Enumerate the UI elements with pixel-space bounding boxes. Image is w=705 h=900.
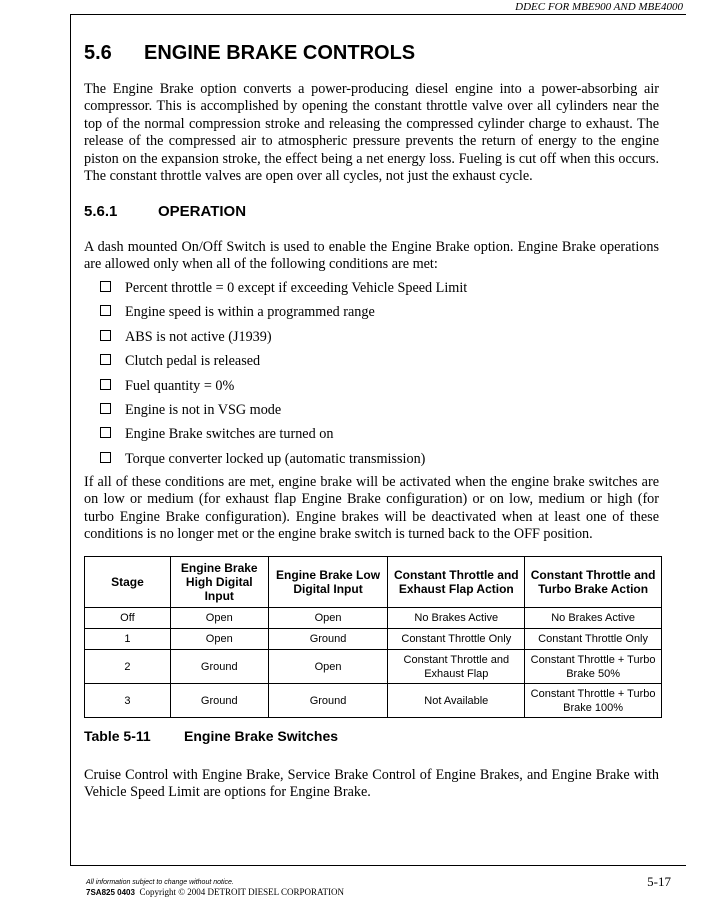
table-cell: Ground [268,629,388,650]
column-header: Constant Throttle and Turbo Brake Action [525,557,662,608]
table-cell: Constant Throttle + Turbo Brake 50% [525,650,662,684]
condition-text: Fuel quantity = 0% [125,377,235,394]
document-code: 7SA825 0403 [86,888,135,897]
condition-text: ABS is not active (J1939) [125,328,272,345]
condition-text: Percent throttle = 0 except if exceeding Vehicle Speed Limit [125,280,468,296]
table-cell: Constant Throttle Only [525,629,662,650]
column-header: Stage [85,557,171,608]
header-rule [70,14,686,15]
table-cell: Ground [170,650,268,684]
intro-paragraph: The Engine Brake option converts a power-producing diesel engine into a power-absorbing air compressor. This is accomplished by opening the constant throttle valve over all cylinders near the top of the normal compression stroke and releasing the compressed cylinder charge to exhaust. The release of the compressed air to atmospheric pressure prevents the return of energy to the engine piston on the expansion stroke, the effect being a net energy loss. Fueling is cut off when this occurs. The constant throttle valves are open over all cycles, not just the exhaust cycle. [84,81,659,185]
table-header-row [85,557,662,608]
column-header: Constant Throttle and Exhaust Flap Action [388,557,525,608]
condition-item [100,353,467,377]
table-cell: Off [85,608,171,629]
condition-item [100,304,467,328]
checkbox-icon [100,305,111,316]
operation-paragraph: A dash mounted On/Off Switch is used to enable the Engine Brake option. Engine Brake operations are allowed only when all of the following conditions are met: [84,239,659,273]
closing-paragraph: Cruise Control with Engine Brake, Service Brake Control of Engine Brakes, and Engine Brake with Vehicle Speed Limit are options for Engine Brake. [84,767,659,801]
condition-item [100,402,467,426]
table-cell: No Brakes Active [388,608,525,629]
table-row [85,629,662,650]
column-header: Engine Brake High Digital Input [170,557,268,608]
subsection-heading [84,203,246,220]
table-row [85,684,662,718]
table-cell: 2 [85,650,171,684]
running-head: DDEC FOR MBE900 AND MBE4000 [515,1,683,13]
table-cell: Open [268,608,388,629]
table-cell: Ground [268,684,388,718]
table-cell: 3 [85,684,171,718]
table-caption-title: Engine Brake Switches [184,728,339,744]
table-caption-number: Table 5-11 [84,728,151,744]
condition-item [100,451,467,475]
condition-text: Engine is not in VSG mode [125,401,282,418]
section-number: 5.6 [84,42,112,64]
checkbox-icon [100,427,111,438]
table-row [85,608,662,629]
conditions-list [100,280,467,475]
table-caption [84,728,338,744]
table-cell: Constant Throttle Only [388,629,525,650]
table-cell: Constant Throttle and Exhaust Flap [388,650,525,684]
column-header: Engine Brake Low Digital Input [268,557,388,608]
table-cell: Open [170,608,268,629]
condition-item [100,329,467,353]
left-margin-rule [70,14,71,866]
section-title: ENGINE BRAKE CONTROLS [144,42,416,64]
table-cell: Ground [170,684,268,718]
condition-item [100,280,467,304]
checkbox-icon [100,452,111,463]
footer-copyright [86,887,344,897]
section-heading [84,42,415,65]
checkbox-icon [100,403,111,414]
subsection-number: 5.6.1 [84,203,118,220]
subsection-title: OPERATION [158,203,247,220]
checkbox-icon [100,330,111,341]
condition-text: Engine speed is within a programmed range [125,304,375,321]
condition-text: Clutch pedal is released [125,353,261,370]
copyright-text: Copyright © 2004 DETROIT DIESEL CORPORATION [139,887,345,897]
table-cell: Open [170,629,268,650]
footer-disclaimer: All information subject to change without notice. [86,879,234,886]
engine-brake-switches-table [84,556,662,718]
condition-text: Torque converter locked up (automatic transmission) [125,450,426,467]
checkbox-icon [100,379,111,390]
activation-paragraph: If all of these conditions are met, engine brake will be activated when the engine brake switches are on low or medium (for exhaust flap Engine Brake configuration) or on low, medium or high (for turbo Engine Brake configuration). Engine brakes will be deactivated when at least one of these conditions is no longer met or the engine brake switch is turned back to the OFF position. [84,474,659,543]
checkbox-icon [100,281,111,292]
table-cell: Open [268,650,388,684]
page-number: 5-17 [647,874,671,889]
condition-item [100,426,467,450]
table-cell: Constant Throttle + Turbo Brake 100% [525,684,662,718]
condition-text: Engine Brake switches are turned on [125,426,334,443]
table-cell: Not Available [388,684,525,718]
condition-item [100,378,467,402]
table-cell: 1 [85,629,171,650]
table-row [85,650,662,684]
checkbox-icon [100,354,111,365]
footer-rule [70,865,686,866]
table-cell: No Brakes Active [525,608,662,629]
